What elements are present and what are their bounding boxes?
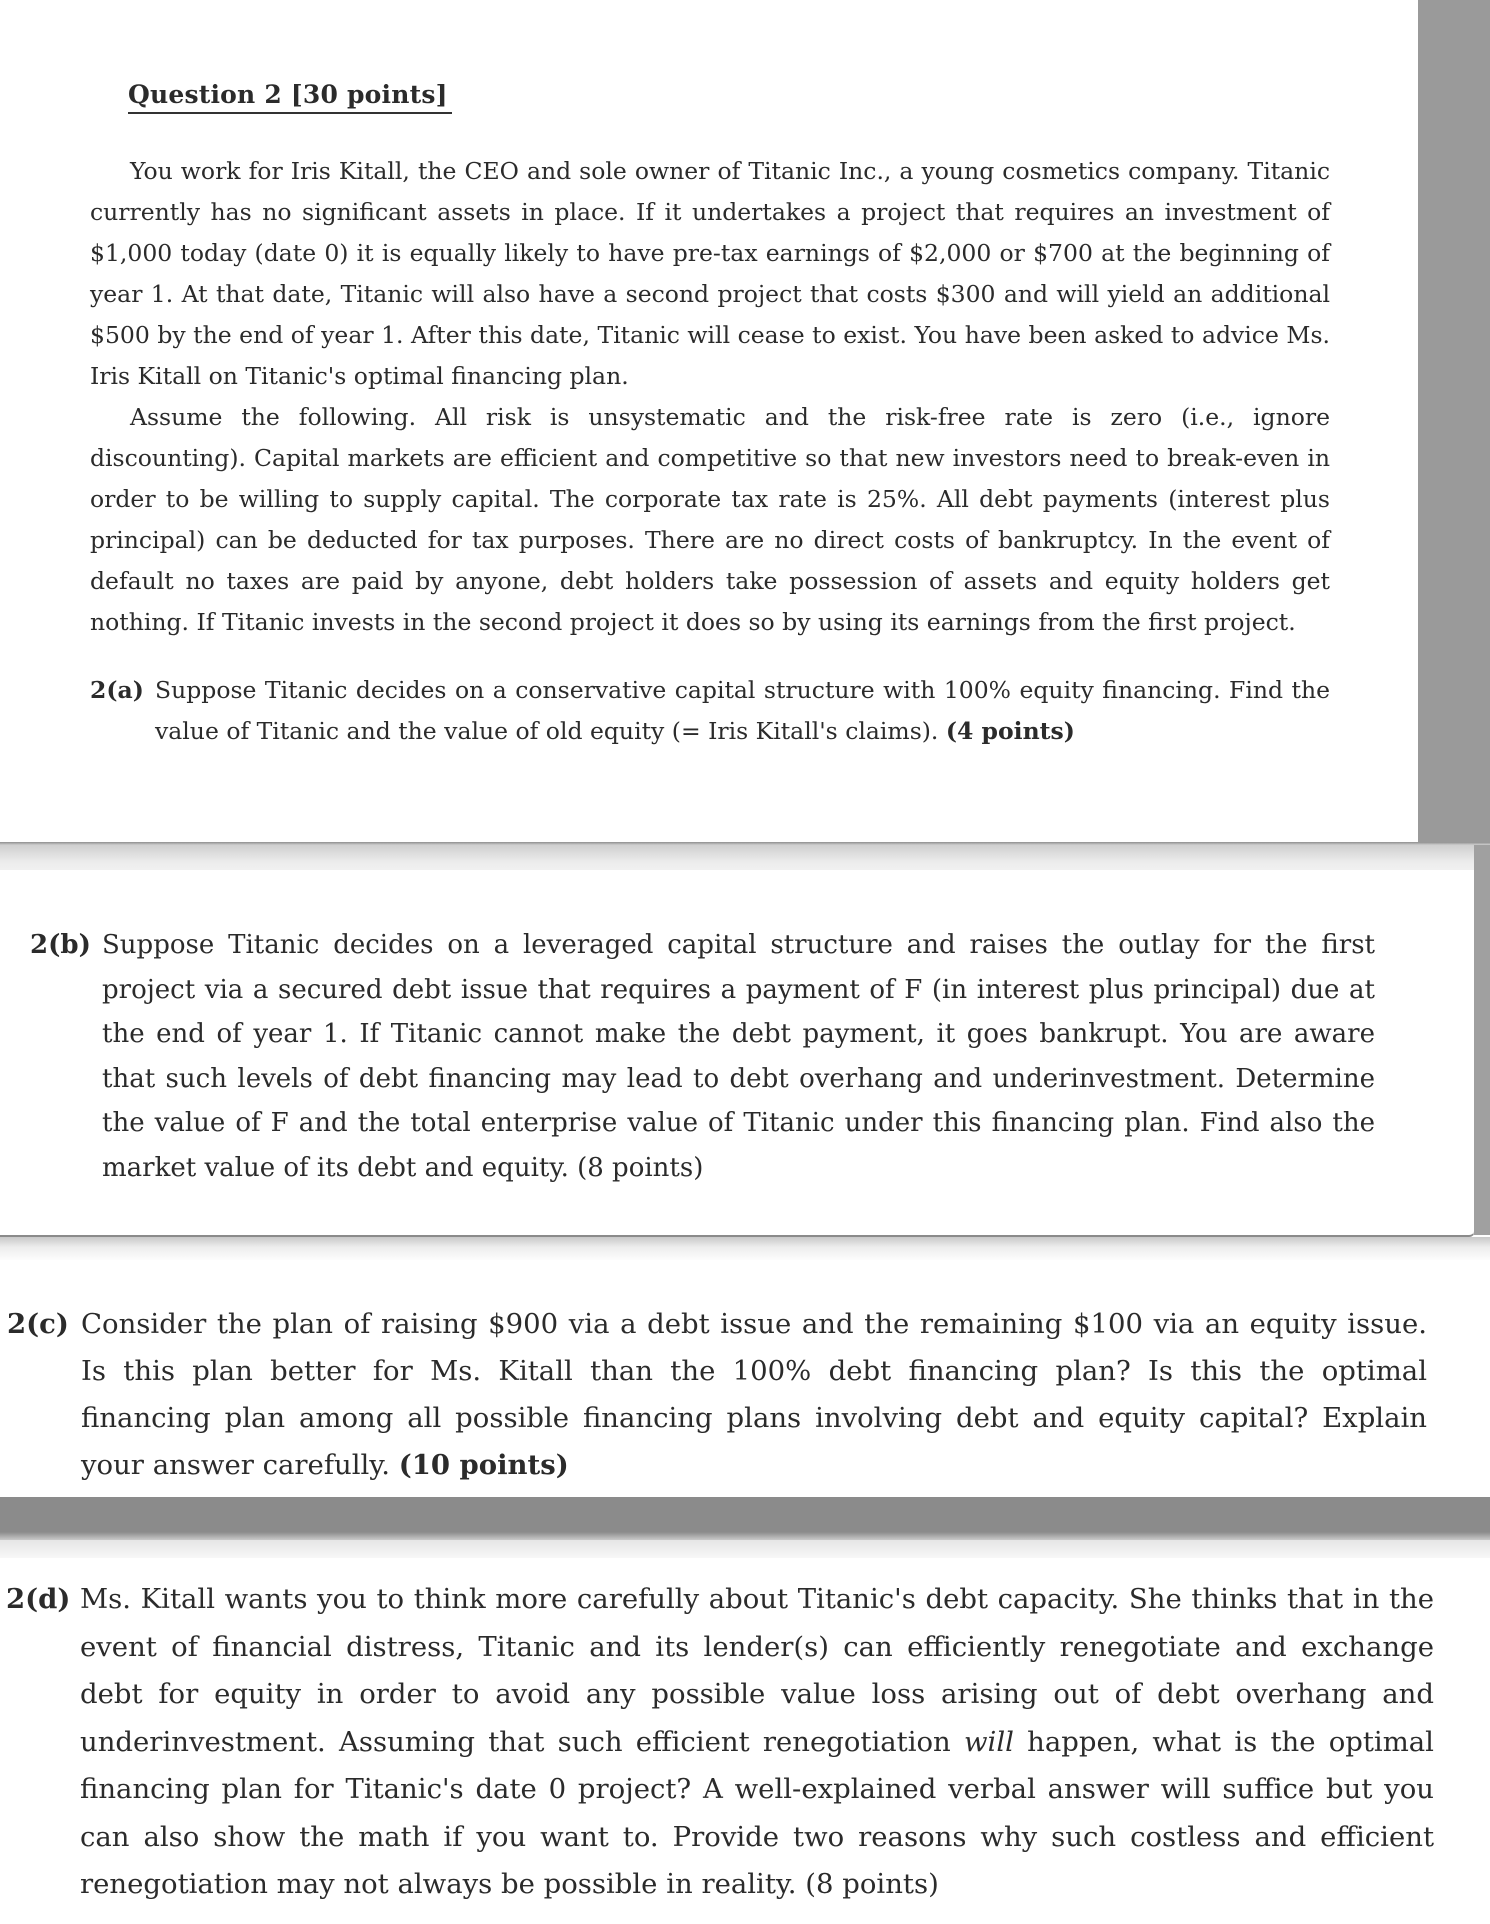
separator-2 bbox=[0, 1237, 1490, 1262]
scrollbar[interactable] bbox=[1418, 0, 1490, 842]
part-b bbox=[30, 923, 1375, 1190]
part-c bbox=[7, 1301, 1427, 1489]
part-a-label: 2(a) bbox=[90, 676, 144, 704]
part-b-points: (8 points) bbox=[577, 1152, 704, 1183]
part-a-points: (4 points) bbox=[945, 717, 1075, 745]
part-d bbox=[6, 1576, 1434, 1909]
part-c-points: (10 points) bbox=[398, 1449, 569, 1481]
part-d-emphasis: will bbox=[963, 1725, 1014, 1758]
page-panel-4 bbox=[0, 1558, 1490, 1924]
page-panel-3 bbox=[0, 1260, 1490, 1497]
part-a bbox=[90, 670, 1330, 752]
part-d-text-before: Ms. Kitall wants you to think more carefully about Titanic's debt capacity. She thinks that in the event of financial distress, Titanic and its lender(s) can efficiently renegotiate and exchange debt for equity in order to avoid any possible value loss arising out of debt overhang and underinvestment. Assuming that such efficient renegotiation bbox=[80, 1583, 1434, 1758]
part-d-label: 2(d) bbox=[6, 1583, 71, 1615]
separator-3 bbox=[0, 1497, 1490, 1540]
assumptions-paragraph: Assume the following. All risk is unsystematic and the risk-free rate is zero (i.e., ignore discounting). Capital markets are efficient and competitive so that new investors need to break-even in order to be willing to supply capital. The corporate tax rate is 25%. All debt payments (interest plus principal) can be deducted for tax purposes. There are no direct costs of bankruptcy. In the event of default no taxes are paid by anyone, debt holders take possession of assets and equity holders get nothing. If Titanic invests in the second project it does so by using its earnings from the first project. bbox=[90, 403, 1330, 636]
scrollbar-2[interactable] bbox=[1474, 845, 1490, 1235]
part-a-text: Suppose Titanic decides on a conservative capital structure with 100% equity financing. Find the value of Titanic and the value of old equity (= Iris Kitall's claims). bbox=[155, 676, 1330, 745]
part-c-text: Consider the plan of raising $900 via a debt issue and the remaining $100 via an equity issue. Is this plan better for Ms. Kitall than the 100% debt financing plan? Is this the optimal financing plan among all possible financing plans involving debt and equity capital? Explain your answer carefully. bbox=[81, 1308, 1427, 1481]
part-c-label: 2(c) bbox=[7, 1308, 69, 1340]
part-d-text-after: happen, what is the optimal financing plan for Titanic's date 0 project? A well-explained verbal answer will suffice but you can also show the math if you want to. Provide two reasons why such costless and efficient renegotiation may not always be possible in reality. bbox=[80, 1725, 1434, 1900]
part-b-label: 2(b) bbox=[30, 930, 91, 960]
page-panel-2 bbox=[0, 870, 1475, 1237]
part-d-points: (8 points) bbox=[805, 1868, 939, 1900]
part-b-text: Suppose Titanic decides on a leveraged capital structure and raises the outlay for the first project via a secured debt issue that requires a payment of F (in interest plus principal) due at the end of year 1. If Titanic cannot make the debt payment, it goes bankrupt. You are aware that such levels of debt financing may lead to debt overhang and underinvestment. Determine the value of F and the total enterprise value of Titanic under this financing plan. Find also the market value of its debt and equity. bbox=[102, 930, 1375, 1183]
intro-paragraph: You work for Iris Kitall, the CEO and sole owner of Titanic Inc., a young cosmetics company. Titanic currently has no significant assets in place. If it undertakes a project that requires an investment of $1,000 today (date 0) it is equally likely to have pre-tax earnings of $2,000 or $700 at the beginning of year 1. At that date, Titanic will also have a second project that costs $300 and will yield an additional $500 by the end of year 1. After this date, Titanic will cease to exist. You have been asked to advice Ms. Iris Kitall on Titanic's optimal financing plan. bbox=[90, 157, 1330, 390]
page-panel-1 bbox=[0, 0, 1418, 842]
question-title: Question 2 [30 points] bbox=[128, 80, 452, 114]
